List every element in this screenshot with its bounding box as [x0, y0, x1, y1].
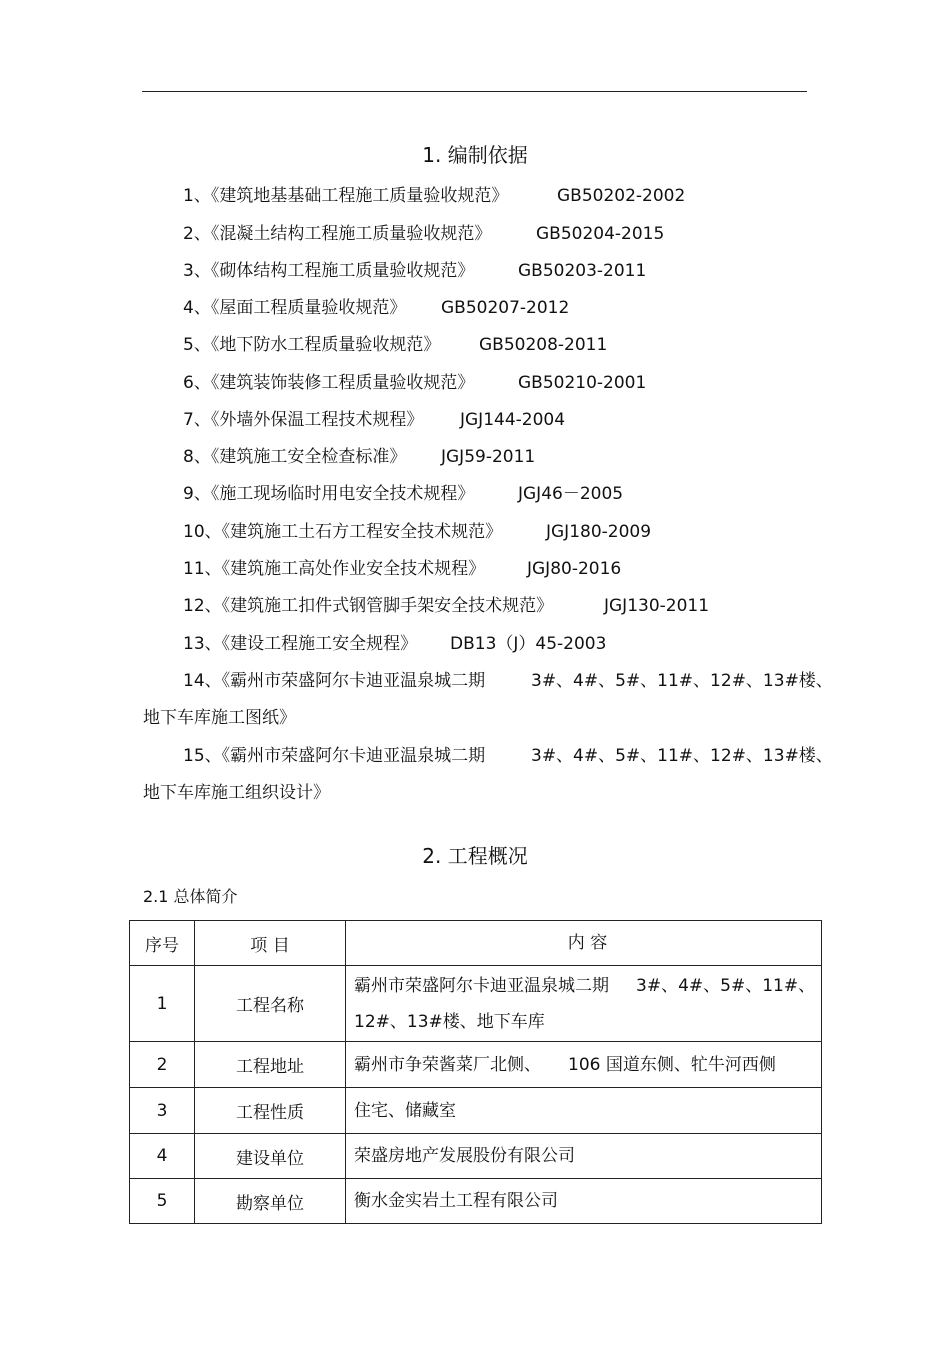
- reference-text: 10、《建筑施工土石方工程安全技术规范》: [183, 522, 503, 542]
- reference-text: 5、《地下防水工程质量验收规范》: [183, 335, 441, 355]
- reference-text: 3、《砌体结构工程施工质量验收规范》: [183, 261, 475, 281]
- reference-item: [183, 484, 624, 504]
- row-content: 霸州市争荣酱菜厂北侧、 106 国道东侧、牤牛河西侧: [346, 1042, 822, 1088]
- row-content: 霸州市荣盛阿尔卡迪亚温泉城二期 3#、4#、5#、11#、 12#、13#楼、地下车库: [346, 966, 822, 1042]
- reference-item-14-cont: 地下车库施工图纸》: [143, 708, 296, 728]
- table-row: 3 工程性质 住宅、储藏室: [130, 1088, 822, 1134]
- reference-code: JGJ144-2004: [460, 410, 566, 430]
- reference-item: [183, 186, 686, 206]
- reference-item: [183, 596, 710, 616]
- reference-text: 11、《建筑施工高处作业安全技术规程》: [183, 559, 486, 579]
- reference-text: 7、《外墙外保温工程技术规程》: [183, 410, 424, 430]
- reference-text: 9、《施工现场临时用电安全技术规程》: [183, 484, 475, 504]
- reference-text: 2、《混凝土结构工程施工质量验收规范》: [183, 224, 492, 244]
- reference-item: [183, 522, 652, 542]
- reference-item-14: 14、《霸州市荣盛阿尔卡迪亚温泉城二期 3#、4#、5#、11#、12#、13#楼、: [183, 671, 833, 691]
- reference-item: [183, 559, 622, 579]
- table-row: 1 工程名称 霸州市荣盛阿尔卡迪亚温泉城二期 3#、4#、5#、11#、 12#、13#楼、地下车库: [130, 966, 822, 1042]
- reference-text: 8、《建筑施工安全检查标准》: [183, 447, 407, 467]
- reference-item-15-cont: 地下车库施工组织设计》: [143, 783, 330, 803]
- reference-code: GB50208-2011: [479, 335, 608, 355]
- reference-item: [183, 261, 647, 281]
- reference-text: 1、《建筑地基基础工程施工质量验收规范》: [183, 186, 509, 206]
- header-no: 序号: [130, 921, 195, 966]
- header-item: 项 目: [195, 921, 346, 966]
- reference-code: JGJ130-2011: [604, 596, 710, 616]
- reference-item: [183, 634, 607, 654]
- reference-code: JGJ180-2009: [546, 522, 652, 542]
- header-rule: [142, 91, 807, 92]
- reference-item: [183, 373, 647, 393]
- reference-code: GB50207-2012: [441, 298, 570, 318]
- table-header-row: [130, 921, 822, 966]
- reference-text: 4、《屋面工程质量验收规范》: [183, 298, 407, 318]
- table-row: 5 勘察单位 衡水金实岩土工程有限公司: [130, 1179, 822, 1224]
- reference-code: GB50202-2002: [557, 186, 686, 206]
- overview-table: [129, 920, 822, 1224]
- reference-item: [183, 335, 608, 355]
- subsection-title: 2.1 总体简介: [143, 887, 238, 906]
- reference-code: GB50210-2001: [518, 373, 647, 393]
- reference-text: 13、《建设工程施工安全规程》: [183, 634, 418, 654]
- section-title-basis: 1. 编制依据: [422, 143, 528, 167]
- reference-code: JGJ80-2016: [527, 559, 622, 579]
- reference-item: [183, 224, 665, 244]
- reference-code: JGJ46－2005: [518, 484, 624, 504]
- reference-item: [183, 447, 536, 467]
- reference-item-15: 15、《霸州市荣盛阿尔卡迪亚温泉城二期 3#、4#、5#、11#、12#、13#楼、: [183, 746, 833, 766]
- reference-text: 6、《建筑装饰装修工程质量验收规范》: [183, 373, 475, 393]
- header-content: 内 容: [346, 921, 822, 966]
- reference-text: 12、《建筑施工扣件式钢管脚手架安全技术规范》: [183, 596, 554, 616]
- reference-item: [183, 410, 566, 430]
- reference-item: [183, 298, 570, 318]
- table-row: 4 建设单位 荣盛房地产发展股份有限公司: [130, 1134, 822, 1179]
- reference-code: GB50203-2011: [518, 261, 647, 281]
- reference-code: JGJ59-2011: [441, 447, 536, 467]
- table-row: 2 工程地址 霸州市争荣酱菜厂北侧、 106 国道东侧、牤牛河西侧: [130, 1042, 822, 1088]
- section-title-overview: 2. 工程概况: [422, 844, 528, 868]
- reference-code: GB50204-2015: [536, 224, 665, 244]
- reference-code: DB13（J）45-2003: [450, 634, 607, 654]
